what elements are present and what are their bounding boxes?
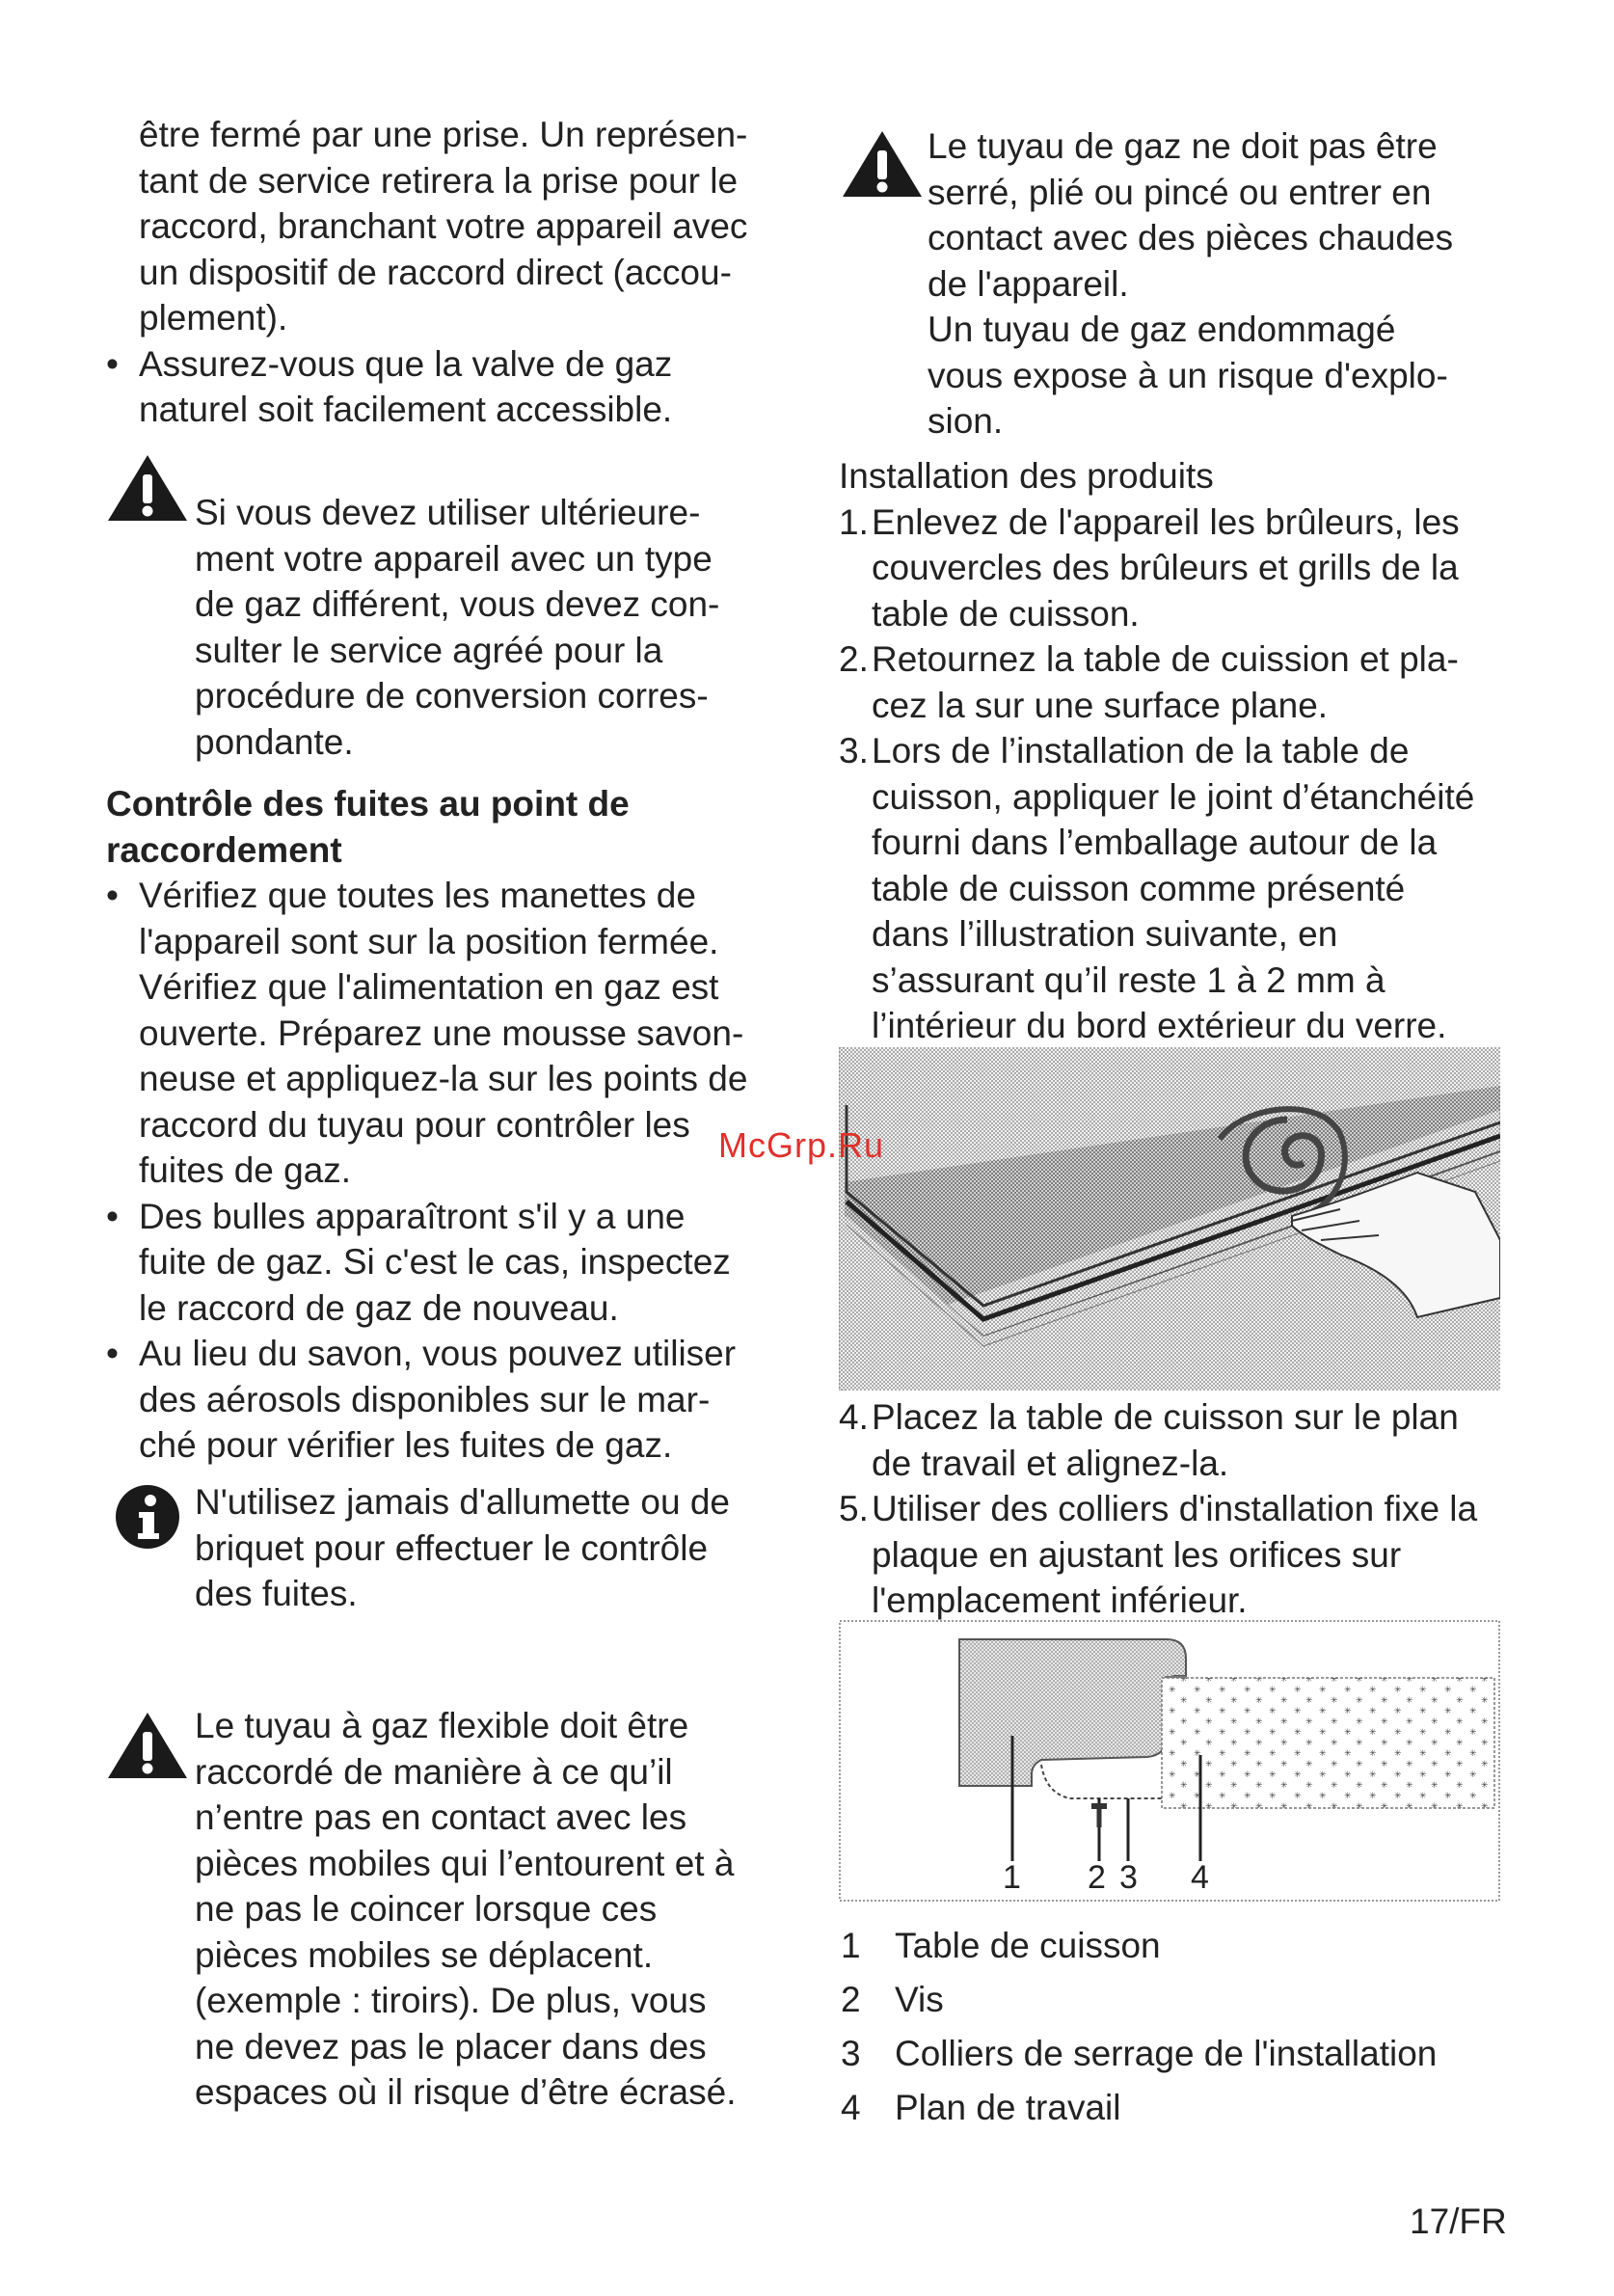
text-line: des aérosols disponibles sur le mar- <box>139 1379 711 1419</box>
text-line: l'appareil sont sur la position fermée. <box>139 921 719 961</box>
text-line: briquet pour effectuer le contrôle <box>195 1527 709 1568</box>
diagram-label: 2 <box>1088 1859 1106 1896</box>
text-line: contact avec des pièces chaudes <box>928 218 1454 257</box>
text-line: le raccord de gaz de nouveau. <box>139 1287 619 1328</box>
text-line: pièces mobiles se déplacent. <box>195 1934 654 1975</box>
text-line: Si vous devez utiliser ultérieure- <box>195 493 701 532</box>
diagram-label: 1 <box>1003 1859 1021 1896</box>
diagram-label: 4 <box>1191 1859 1209 1896</box>
text-line: pièces mobiles qui l’entourent et à <box>195 1843 735 1883</box>
legend-item <box>841 1919 1535 1973</box>
text-line: de gaz différent, vous devez con- <box>195 584 720 624</box>
diagram-legend <box>841 1919 1535 2135</box>
gasket-illustration <box>839 1047 1500 1391</box>
text-line: s’assurant qu’il reste 1 à 2 mm à <box>872 959 1385 1000</box>
warning-flexible-hose <box>195 1703 793 2116</box>
text-line: l'emplacement inférieur. <box>872 1580 1248 1620</box>
text-line: procédure de conversion corres- <box>195 676 709 716</box>
legend-value: Vis <box>895 1980 944 2019</box>
step-number: 1. <box>839 501 869 542</box>
left-column <box>106 112 800 433</box>
text-line: • Au lieu du savon, vous pouvez utiliser <box>139 1334 737 1373</box>
text-line: Vérifiez que l'alimentation en gaz est <box>139 967 719 1007</box>
text-line: table de cuisson comme présenté <box>872 868 1406 908</box>
text-line: fourni dans l’emballage autour de la <box>872 823 1438 862</box>
legend-value: Table de cuisson <box>895 1926 1161 1965</box>
watermark: McGrp.Ru <box>718 1125 885 1165</box>
text-line: neuse et appliquez-la sur les points de <box>139 1059 748 1098</box>
text-line: ne pas le coincer lorsque ces <box>195 1889 658 1929</box>
text-line: fuites de gaz. <box>139 1150 352 1190</box>
text-line: un dispositif de raccord direct (accou- <box>139 252 732 292</box>
step-number: 3. <box>839 731 869 770</box>
step-3 <box>839 728 1533 1049</box>
warning-gas-hose <box>928 123 1554 445</box>
legend-item <box>841 2027 1535 2081</box>
warning-gas-type <box>195 490 793 765</box>
text-line: raccord du tuyau pour contrôler les <box>139 1104 690 1145</box>
text-line: plement). <box>139 298 288 338</box>
warning-icon <box>106 1711 189 1780</box>
legend-item <box>841 1973 1535 2027</box>
text-line: • Vérifiez que toutes les manettes de <box>139 876 696 915</box>
text-line: Le tuyau à gaz flexible doit être <box>195 1706 689 1745</box>
text-line: naturel soit facilement accessible. <box>139 390 673 429</box>
diagram-label: 3 <box>1119 1859 1138 1896</box>
text-line: des fuites. <box>195 1574 358 1613</box>
text-line: l’intérieur du bord extérieur du verre. <box>872 1006 1447 1045</box>
text-line: serré, plié ou pincé ou entrer en <box>928 172 1432 212</box>
text-line: (exemple : tiroirs). De plus, vous <box>195 1981 707 2020</box>
text-line: cez la sur une surface plane. <box>872 685 1329 725</box>
text-line: plaque en ajustant les orifices sur <box>872 1534 1402 1575</box>
text-line: N'utilisez jamais d'allumette ou de <box>195 1482 730 1522</box>
legend-item <box>841 2081 1535 2135</box>
legend-key: 1 <box>841 1926 861 1965</box>
text-line: cuisson, appliquer le joint d’étanchéité <box>872 776 1475 817</box>
page-number: 17/FR <box>1410 2201 1507 2241</box>
text-line: table de cuisson. <box>872 593 1140 634</box>
step-5 <box>839 1486 1533 1624</box>
text-line: sulter le service agréé pour la <box>195 630 663 670</box>
text-line: ne devez pas le placer dans des <box>195 2026 707 2066</box>
heading-line: raccordement <box>106 829 342 870</box>
install-heading: Installation des produits <box>839 456 1214 496</box>
install-section-2 <box>839 1394 1533 1624</box>
step-1 <box>839 500 1533 637</box>
bullet-valve <box>106 341 800 433</box>
text-line: ché pour vérifier les fuites de gaz. <box>139 1425 673 1465</box>
step-4 <box>839 1394 1533 1486</box>
text-line: raccord, branchant votre appareil avec <box>139 206 748 246</box>
text-line: Un tuyau de gaz endommagé <box>928 310 1396 349</box>
text-line: fuite de gaz. Si c'est le cas, inspectez <box>139 1242 731 1282</box>
text-line: Enlevez de l'appareil les brûleurs, les <box>872 501 1460 542</box>
legend-value: Plan de travail <box>895 2088 1121 2127</box>
text-line: n’entre pas en contact avec les <box>195 1797 687 1837</box>
text-line: dans l’illustration suivante, en <box>872 914 1338 954</box>
text-line: Retournez la table de cuission et pla- <box>872 639 1459 679</box>
text-line: ment votre appareil avec un type <box>195 538 713 579</box>
install-section <box>839 453 1533 1049</box>
text-line: Placez la table de cuisson sur le plan <box>872 1397 1459 1437</box>
legend-key: 2 <box>841 1980 861 2019</box>
text-line: pondante. <box>195 721 354 762</box>
text-line: de l'appareil. <box>928 263 1129 304</box>
info-note <box>195 1479 793 1617</box>
text-line: sion. <box>928 401 1004 441</box>
leak-bullet-3 <box>106 1331 800 1469</box>
legend-value: Colliers de serrage de l'installation <box>895 2034 1438 2073</box>
legend-key: 4 <box>841 2088 861 2127</box>
text-line: Lors de l’installation de la table de <box>872 731 1410 770</box>
text-line: tant de service retirera la prise pour le <box>139 160 739 201</box>
text-line: espaces où il risque d’être écrasé. <box>195 2072 737 2112</box>
text-line: de travail et alignez-la. <box>872 1443 1229 1483</box>
text-line: ouverte. Préparez une mousse savon- <box>139 1013 744 1053</box>
leak-heading <box>106 781 800 873</box>
text-line: vous expose à un risque d'explo- <box>928 355 1448 395</box>
leak-bullet-1 <box>106 873 800 1194</box>
step-2 <box>839 636 1533 728</box>
step-number: 4. <box>839 1397 869 1437</box>
text-line: • Assurez-vous que la valve de gaz <box>139 343 673 384</box>
warning-icon <box>841 129 924 199</box>
legend-key: 3 <box>841 2034 861 2073</box>
text-line: Utiliser des colliers d'installation fixe la <box>872 1489 1478 1528</box>
text-line: couvercles des brûleurs et grills de la <box>872 548 1459 587</box>
info-icon <box>114 1483 181 1551</box>
step-number: 5. <box>839 1489 869 1528</box>
leak-bullet-2 <box>106 1194 800 1332</box>
text-line: être fermé par une prise. Un représen- <box>139 115 748 154</box>
leak-section <box>106 781 800 1469</box>
warning-icon <box>106 453 189 523</box>
step-number: 2. <box>839 639 869 679</box>
heading-line: Contrôle des fuites au point de <box>106 784 630 824</box>
fixing-diagram <box>839 1620 1500 1902</box>
text-line: • Des bulles apparaîtront s'il y a une <box>139 1196 686 1236</box>
text-line: Le tuyau de gaz ne doit pas être <box>928 126 1438 166</box>
text-line: raccordé de manière à ce qu’il <box>195 1751 673 1792</box>
intro-paragraph <box>106 112 800 341</box>
